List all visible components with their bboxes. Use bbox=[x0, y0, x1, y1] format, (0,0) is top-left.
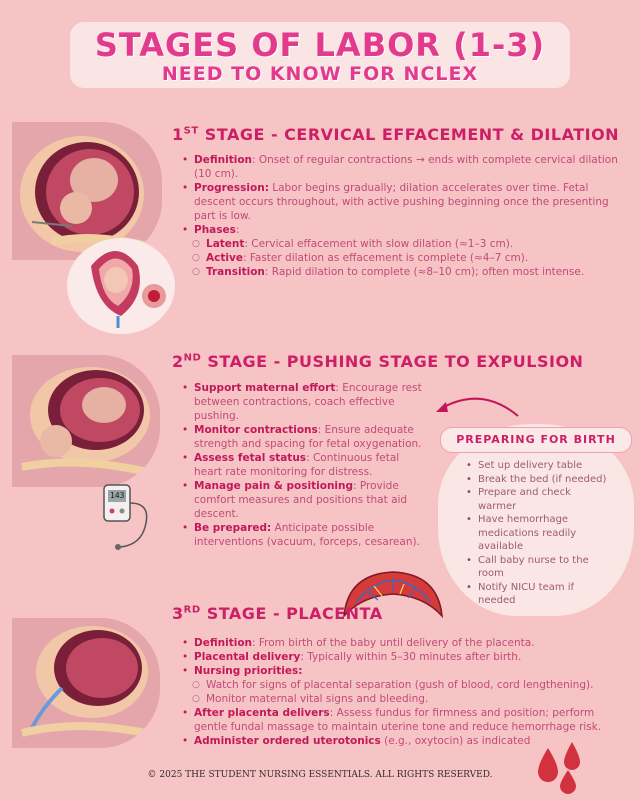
stage3-title: STAGE - PLACENTA bbox=[200, 604, 383, 623]
stage2-number: 2 bbox=[172, 352, 184, 371]
item-term: Monitor contractions bbox=[194, 424, 318, 436]
item-term: Active bbox=[206, 252, 243, 264]
stage2-title: STAGE - PUSHING STAGE TO EXPULSION bbox=[201, 352, 584, 371]
list-item: • Have hemorrhage medications readily available bbox=[478, 513, 612, 554]
stage2-content bbox=[178, 381, 428, 549]
list-item: • Notify NICU team if needed bbox=[478, 581, 612, 608]
item-text: : Onset of regular contractions → ends with complete cervical dilation (10 cm). bbox=[194, 154, 618, 180]
item-text: Anticipate possible interventions (vacuum, forceps, cesarean). bbox=[194, 522, 420, 548]
stage1-content bbox=[178, 153, 618, 279]
stage3-content bbox=[178, 636, 618, 748]
fetal-monitor-icon bbox=[102, 483, 154, 551]
list-item bbox=[194, 451, 428, 479]
item-term: Nursing priorities: bbox=[194, 665, 303, 677]
list-item bbox=[206, 265, 618, 279]
curved-arrow-icon bbox=[432, 392, 522, 422]
stage1-number: 1 bbox=[172, 125, 184, 144]
item-text: : Rapid dilation to complete (≈8–10 cm); often most intense. bbox=[264, 266, 585, 278]
list-item bbox=[194, 521, 428, 549]
item-text: : bbox=[235, 224, 240, 236]
monitor-reading: 143 bbox=[110, 491, 125, 500]
item-text: (e.g., oxytocin) as indicated bbox=[380, 735, 531, 747]
stage2-illustration bbox=[12, 355, 160, 487]
item-text: : Provide comfort measures and positions that aid descent. bbox=[194, 480, 408, 520]
stage3-heading bbox=[172, 604, 472, 623]
stage1-title: STAGE - CERVICAL EFFACEMENT & DILATION bbox=[198, 125, 620, 144]
cervix-illustration bbox=[66, 236, 176, 336]
item-text: : Cervical effacement with slow dilation (≈1–3 cm). bbox=[244, 238, 514, 250]
list-item bbox=[194, 181, 618, 223]
list-item bbox=[194, 423, 428, 451]
preparing-for-birth-title: PREPARING FOR BIRTH bbox=[440, 427, 632, 453]
item-text: : Encourage rest between contractions, coach effective pushing. bbox=[194, 382, 422, 422]
item-term: Definition bbox=[194, 637, 253, 649]
item-term: Administer ordered uterotonics bbox=[194, 735, 381, 747]
item-text: : Continuous fetal heart rate monitoring for distress. bbox=[194, 452, 400, 478]
item-text: : Typically within 5–30 minutes after birth. bbox=[300, 651, 522, 663]
title-banner bbox=[70, 22, 570, 88]
list-item: • Prepare and check warmer bbox=[478, 486, 612, 513]
item-term: Placental delivery bbox=[194, 651, 301, 663]
blood-drop-icon bbox=[528, 740, 588, 796]
list-item bbox=[206, 237, 618, 251]
copyright-footer: © 2025 THE STUDENT NURSING ESSENTIALS. ALL RIGHTS RESERVED. bbox=[147, 770, 493, 780]
list-item bbox=[194, 650, 618, 664]
list-item bbox=[194, 381, 428, 423]
item-term: Be prepared: bbox=[194, 522, 272, 534]
item-term: Manage pain & positioning bbox=[194, 480, 354, 492]
list-item bbox=[194, 706, 618, 734]
page-title: STAGES OF LABOR (1-3) bbox=[94, 26, 546, 64]
item-text: : From birth of the baby until delivery of the placenta. bbox=[252, 637, 535, 649]
item-term: Definition bbox=[194, 154, 253, 166]
list-item bbox=[194, 479, 428, 521]
list-item bbox=[194, 664, 618, 678]
preparing-for-birth-list bbox=[462, 459, 612, 608]
item-text: : Faster dilation as effacement is complete (≈4–7 cm). bbox=[242, 252, 529, 264]
item-text: : Assess fundus for firmness and position; perform gentle fundal massage to maintain uterine tone and reduce hemorrhage risk. bbox=[194, 707, 602, 733]
stage2-ordinal: ND bbox=[183, 352, 202, 364]
item-text: Labor begins gradually; dilation accelerates over time. Fetal descent occurs throughout, with active pushing beginning once the presenting part is low. bbox=[194, 182, 609, 222]
item-term: Transition bbox=[206, 266, 265, 278]
item-term: After placenta delivers bbox=[194, 707, 330, 719]
list-item: • Set up delivery table bbox=[478, 459, 612, 473]
item-term: Phases bbox=[194, 224, 236, 236]
stage1-heading bbox=[172, 125, 632, 144]
stage3-illustration bbox=[12, 618, 160, 748]
list-item bbox=[194, 153, 618, 181]
stage2-heading bbox=[172, 352, 632, 371]
list-item: • Call baby nurse to the room bbox=[478, 554, 612, 581]
item-term: Latent bbox=[206, 238, 245, 250]
item-term: Progression: bbox=[194, 182, 269, 194]
item-term: Support maternal effort bbox=[194, 382, 336, 394]
item-term: Assess fetal status bbox=[194, 452, 307, 464]
stage3-number: 3 bbox=[172, 604, 184, 623]
list-item bbox=[194, 223, 618, 237]
page-subtitle: NEED TO KNOW FOR NCLEX bbox=[161, 63, 479, 85]
list-item bbox=[206, 251, 618, 265]
stage3-ordinal: RD bbox=[183, 604, 201, 616]
list-item: • Break the bed (if needed) bbox=[478, 473, 612, 487]
list-item bbox=[194, 636, 618, 650]
list-item: ○ Watch for signs of placental separation (gush of blood, cord lengthening). bbox=[206, 678, 618, 692]
stage1-ordinal: ST bbox=[183, 125, 199, 137]
item-text: : Ensure adequate strength and spacing for fetal oxygenation. bbox=[194, 424, 422, 450]
list-item: ○ Monitor maternal vital signs and bleeding. bbox=[206, 692, 618, 706]
